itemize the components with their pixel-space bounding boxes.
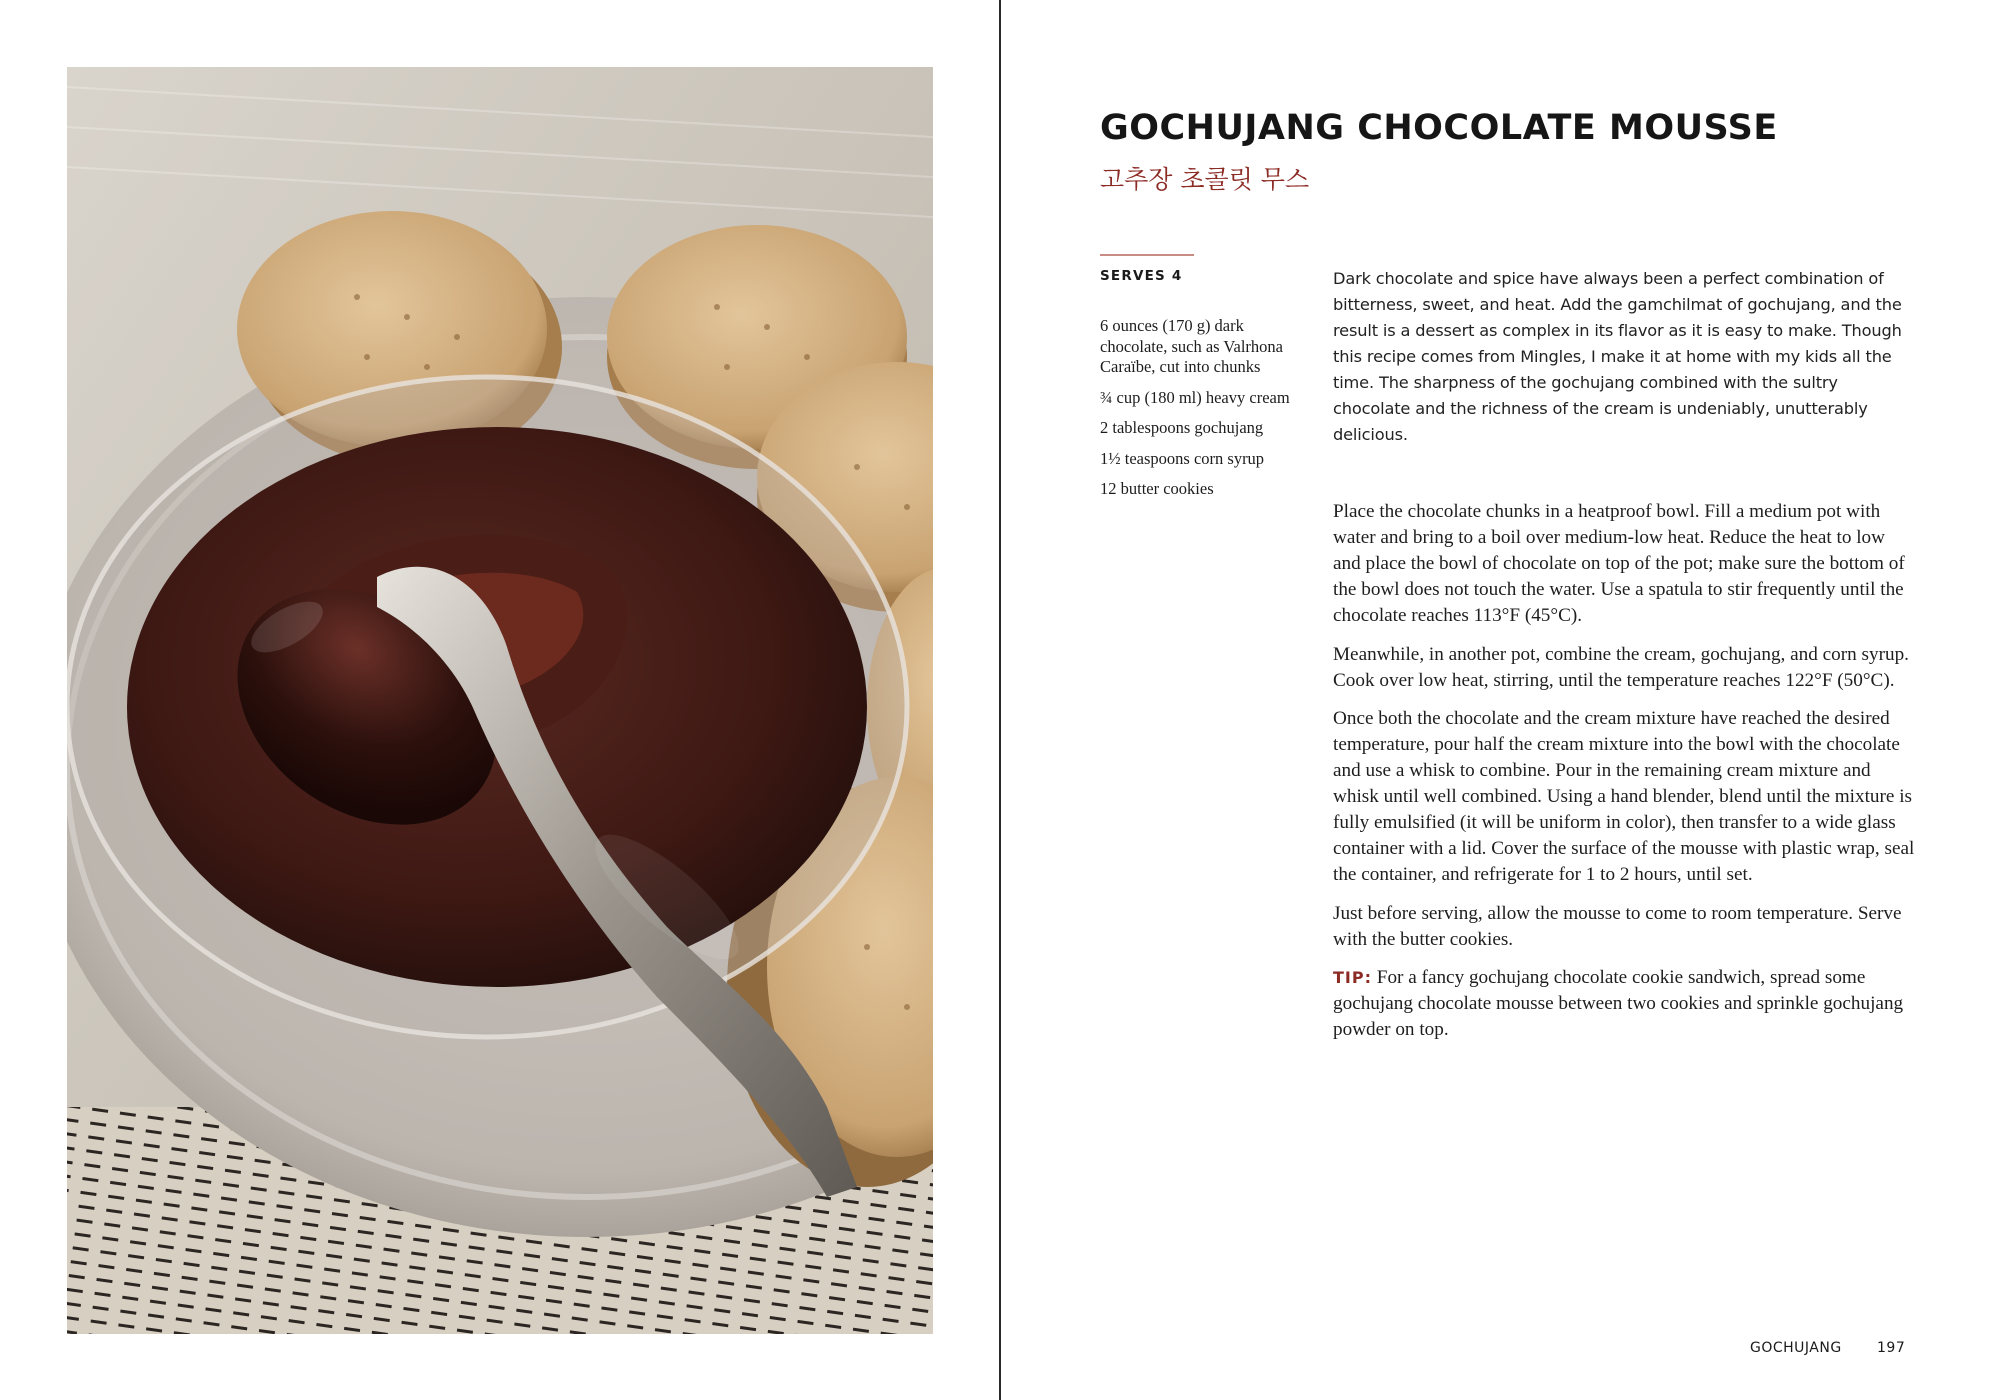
ingredient-item: 12 butter cookies [1100, 479, 1214, 498]
tip-paragraph [1333, 965, 1917, 1043]
recipe-korean-title: 고추장 초콜릿 무스 [1100, 165, 1310, 194]
method-step: Place the chocolate chunks in a heatproof bowl. Fill a medium pot with water and bring to a boil over medium-low heat. Reduce the heat to low and place the bowl of chocolate on top of the pot; make sure the bottom of the bowl does not touch the water. Use a spatula to stir frequently until the chocolate reaches 113°F (45°C). [1333, 501, 1905, 626]
method-step: Meanwhile, in another pot, combine the cream, gochujang, and corn syrup. Cook over low heat, stirring, until the temperature reaches 122°F (50°C). [1333, 643, 1909, 691]
footer-page-number: 197 [1877, 1340, 1906, 1356]
ingredient-item: 6 ounces (170 g) dark chocolate, such as Valrhona Caraïbe, cut into chunks [1100, 316, 1283, 376]
ingredient-item: 2 tablespoons gochujang [1100, 418, 1264, 437]
method-step: Just before serving, allow the mousse to come to room temperature. Serve with the butter cookies. [1333, 902, 1902, 950]
recipe-title: GOCHUJANG CHOCOLATE MOUSSE [1100, 108, 1778, 148]
method-steps [1333, 499, 1917, 1056]
page-gutter [999, 0, 1001, 1400]
tip-text: For a fancy gochujang chocolate cookie sandwich, spread some gochujang chocolate mousse between two cookies and sprinkle gochujang powder on top. [1333, 967, 1904, 1040]
recipe-intro: Dark chocolate and spice have always been a perfect combination of bitterness, sweet, and heat. Add the gamchilmat of gochujang, and the result is a dessert as complex in its flavor as it is easy to make. Though this recipe comes from Mingles, I make it at home with my kids all the time. The sharpness of the gochujang combined with the sultry chocolate and the richness of the cream is undeniably, unutterably delicious. [1333, 269, 1902, 444]
method-step: Once both the chocolate and the cream mixture have reached the desired temperature, pour half the cream mixture into the bowl with the chocolate and use a whisk to combine. Pour in the remaining cream mixture and whisk until well combined. Using a hand blender, blend until the mixture is fully emulsified (it will be uniform in color), then transfer to a wide glass container with a lid. Cover the surface of the mousse with plastic wrap, seal the container, and refrigerate for 1 to 2 hours, until set. [1333, 708, 1915, 885]
ingredients-list [1100, 316, 1305, 510]
tip-label: TIP: [1333, 968, 1372, 987]
mousse-photo [67, 67, 933, 1334]
serves-label: SERVES 4 [1100, 268, 1183, 284]
ingredient-item: ¾ cup (180 ml) heavy cream [1100, 387, 1290, 407]
ingredient-item: 1½ teaspoons corn syrup [1100, 448, 1265, 468]
footer-section-name: GOCHUJANG [1750, 1340, 1842, 1356]
title-divider [1100, 254, 1194, 256]
